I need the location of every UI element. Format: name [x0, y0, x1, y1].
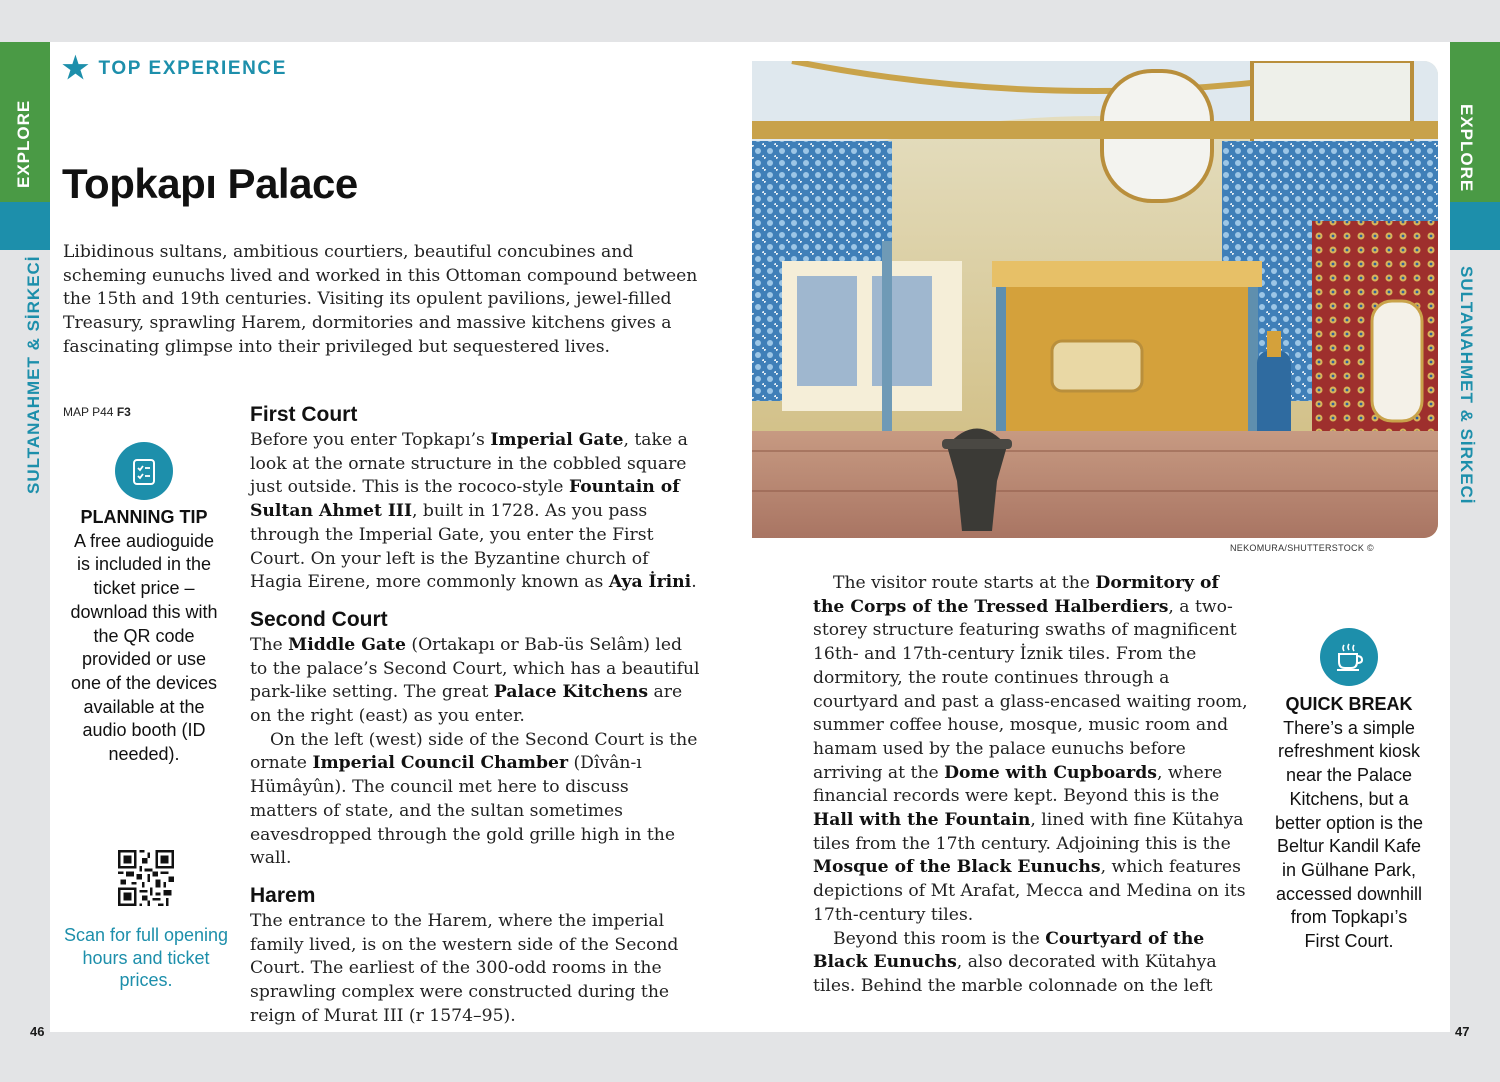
map-reference	[63, 405, 131, 419]
page-number-left: 46	[30, 1024, 45, 1039]
checklist-icon	[115, 442, 173, 500]
visitor-route-paragraph-2: Beyond this room is the Courtyard of the Black Eunuchs, also decorated with Kütahya tiles. Behind the marble colonnade on the left	[813, 928, 1217, 996]
kicker-label: TOP EXPERIENCE	[98, 58, 288, 79]
imperial-council-chamber: Imperial Council Chamber	[312, 753, 569, 774]
district-tab-left	[0, 202, 50, 250]
fountain-of-sultan-ahmet: Fountain of Sultan Ahmet III	[250, 477, 680, 522]
harem-heading: Harem	[250, 883, 316, 907]
harem-paragraph: The entrance to the Harem, where the imperial family lived, is on the western side of the Second Court. The earliest of the 300-odd rooms in the sprawling complex were constructed during the reign of Murat III (r 1574–95).	[250, 910, 679, 1026]
qr-code[interactable]	[118, 850, 174, 906]
second-court-heading: Second Court	[250, 607, 388, 631]
quick-break	[1273, 693, 1425, 954]
top-experience-kicker	[62, 54, 287, 84]
page-title: Topkapı Palace	[62, 160, 358, 207]
quick-break-heading: QUICK BREAK	[1285, 694, 1413, 714]
page-number-right: 47	[1455, 1024, 1470, 1039]
section-label-left: EXPLORE	[14, 99, 33, 188]
map-reference-grid: F3	[116, 405, 131, 419]
district-label-right: SULTANAHMET & SİRKECİ	[1457, 266, 1476, 505]
map-reference-prefix: MAP P44	[63, 405, 114, 419]
imperial-gate: Imperial Gate	[490, 430, 624, 450]
visitor-route-paragraph-1: The visitor route starts at the Dormitory of the Corps of the Tressed Halberdiers, a two-storey structure featuring swaths of magnificent 16th- and 17th-century İznik tiles. From the dormitory, the route continues through a courtyard and past a glass-encased waiting room, summer coffee house, mosque, music room and hamam used by the palace eunuchs before arriving at the Dome with Cupboards, where financial records were kept. Beyond this is the Hall with the Fountain, lined with fine Kütahya tiles from the 17th century. Adjoining this is the Mosque of the Black Eunuchs, which features depictions of Mt Arafat, Mecca and Medina on its 17th-century tiles.	[813, 573, 1248, 925]
district-tab-right	[1450, 202, 1500, 250]
middle-gate: Middle Gate	[288, 634, 406, 655]
courtyard-black-eunuchs: Courtyard of the Black Eunuchs	[813, 928, 1205, 973]
district-label-left: SULTANAHMET & SİRKECİ	[24, 255, 43, 494]
palace-kitchens: Palace Kitchens	[493, 682, 649, 703]
second-court-paragraph-2: On the left (west) side of the Second Court is the ornate Imperial Council Chamber (Dîvân-ı Hümâyûn). The council met here to discuss matters of state, and the sultan sometimes eavesdropped through the gold grille high in the wall.	[250, 729, 698, 869]
hall-with-fountain: Hall with the Fountain	[813, 810, 1031, 831]
second-court-paragraph-1: The Middle Gate (Ortakapı or Bab-üs Selâm) led to the palace’s Second Court, which has a beautiful park-like setting. The great Palace Kitchens are on the right (east) as you enter.	[250, 634, 700, 727]
planning-tip	[68, 506, 220, 767]
intro-paragraph: Libidinous sultans, ambitious courtiers, beautiful concubines and scheming eunuchs lived and worked in this Ottoman compound between the 15th and 19th centuries. Visiting its opulent pavilions, jewel-filled Treasury, sprawling Harem, dormitories and massive kitchens gives a fascinating glimpse into their privileged but sequestered lives.	[63, 242, 698, 357]
star-icon: ★	[62, 52, 91, 85]
coffee-cup-icon	[1320, 628, 1378, 686]
photo-credit: NEKOMURA/SHUTTERSTOCK ©	[1230, 543, 1374, 553]
mosque-black-eunuchs: Mosque of the Black Eunuchs	[813, 857, 1101, 878]
first-court-heading: First Court	[250, 403, 358, 426]
first-court-paragraph: Before you enter Topkapı’s Imperial Gate, take a look at the ornate structure in the cobbled square just outside. This is the rococo-style Fountain of Sultan Ahmet III, built in 1728. As you pass through the Imperial Gate, you enter the First Court. On your left is the Byzantine church of Hagia Eirene, more commonly known as Aya İrini.	[250, 430, 697, 593]
article-column-1	[250, 402, 700, 1028]
palace-interior-photo	[752, 61, 1438, 538]
section-label-right: EXPLORE	[1457, 104, 1476, 193]
planning-tip-heading: PLANNING TIP	[80, 507, 208, 527]
dormitory-halberdiers: Dormitory of the Corps of the Tressed Halberdiers	[813, 573, 1219, 617]
quick-break-text: There’s a simple refreshment kiosk near the Palace Kitchens, but a better option is the Beltur Kandil Kafe in Gülhane Park, accessed downhill from Topkapı’s First Court.	[1274, 717, 1424, 952]
dome-with-cupboards: Dome with Cupboards	[944, 762, 1157, 783]
planning-tip-text: A free audioguide is included in the ticket price – download this with the QR code provided or use one of the devices available at the audio booth (ID needed).	[70, 530, 218, 765]
aya-irini: Aya İrini	[608, 572, 692, 593]
scan-note: Scan for full opening hours and ticket prices.	[63, 925, 229, 990]
article-column-2	[813, 572, 1253, 999]
